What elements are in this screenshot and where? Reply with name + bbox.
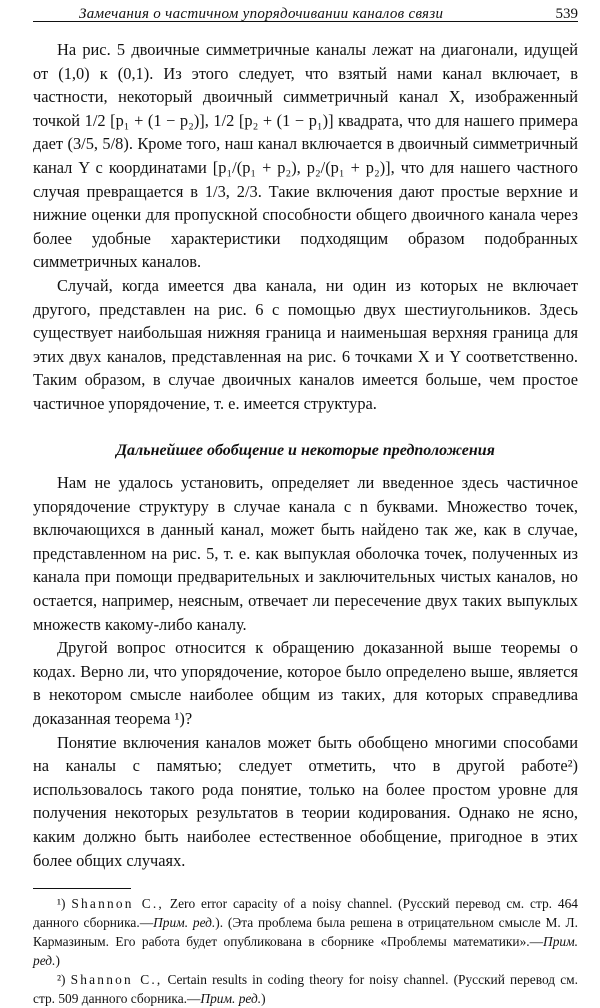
footnote-ref-title: Zero error capacity of a noisy channel. — [169, 896, 393, 912]
footnote-text: (Русский перевод см. стр. 509 данного сборника.— — [33, 972, 578, 1007]
footnote-text: ). (Эта проблема была решена в отрицательном смысле М. Л. Кармазиным. Его работа будет опубликована в сборнике «Проблемы математики».— — [33, 915, 578, 950]
footnote-1 — [33, 894, 578, 970]
footnote-author: Shannon C., — [70, 972, 163, 988]
running-title: Замечания о частичном упорядочивании каналов связи — [79, 6, 444, 22]
footnote-2 — [33, 970, 578, 1008]
running-header — [33, 0, 578, 22]
paragraph: Случай, когда имеется два канала, ни один из которых не включает другого, представлен на рис. 6 с помощью двух шестиугольников. Здесь существует наибольшая нижняя граница и наименьшая верхняя граница для этих двух каналов, представленная на рис. 6 точками X и Y соответственно. Таким образом, в случае двоичных каналов имеется больше, чем простое частичное упорядочение, т. е. имеется структура. — [33, 275, 578, 413]
footnote-text: ) — [55, 953, 60, 969]
paragraph: Нам не удалось установить, определяет ли введенное здесь частичное упорядочение структуру в случае канала с n буквами. Множество точек, включающихся в данный канал, может быть найдено так же, как в случае, представленном на рис. 5, т. е. как выпуклая оболочка точек, полученных из канала при помощи предварительных и заключительных чистых каналов, но остается, например, неясным, отвечает ли пересечение двух таких выпуклых множеств какому-либо каналу. — [33, 473, 578, 634]
paragraph: На рис. 5 двоичные симметричные каналы лежат на диагонали, идущей от (1,0) к (0,1). Из этого следует, что взятый нами канал включает, в частности, некоторый двоичный симметричный канал X, изображенный точкой 1/2 [p₁ + (1 − p₂)], 1/2 [p₂ + (1 − p₁)] квадрата, что для нашего примера дает (3/5, 5/8). Кроме того, наш канал включается в двоичный симметричный канал Y с координатами [p₁/(p₁ + p₂), p₂/(p₁ + p₂)], что для нашего частного случая превращается в 1/3, 2/3. Такие включения дают простые верхние и нижние оценки для пропускной способности общего двоичного канала через более удобные характеристики подходящим образом подобранных симметричных каналов. — [33, 40, 578, 272]
footnote-mark: ¹) — [57, 896, 66, 912]
footnote-divider — [33, 888, 131, 889]
footnote-author: Shannon C., — [71, 896, 164, 912]
footnote-ref-title: Certain results in coding theory for noisy channel. — [167, 972, 449, 988]
section-heading: Дальнейшее обобщение и некоторые предположения — [116, 441, 495, 459]
footnote-text: ) — [261, 991, 266, 1007]
main-text — [33, 38, 578, 872]
editor-note: Прим. ред. — [153, 915, 216, 931]
footnotes — [33, 888, 578, 1008]
paragraph: Понятие включения каналов может быть обобщено многими способами на каналы с памятью; следует отметить, что в другой работе²) использовалось такого рода понятие, только на более простом уровне для получения некоторых результатов в теории кодирования. Однако не ясно, каким должно быть наиболее естественное обобщение, пригодное в этих более общих случаях. — [33, 732, 578, 870]
editor-note: Прим. ред. — [200, 991, 262, 1007]
page-number: 539 — [555, 6, 578, 22]
footnote-mark: ²) — [57, 972, 66, 988]
editor-note: Прим. ред. — [33, 934, 578, 969]
footnote-text: (Русский перевод см. стр. 464 данного сборника.— — [33, 896, 579, 931]
paragraph: Другой вопрос относится к обращению доказанной выше теоремы о кодах. Верно ли, что упорядочение, которое было определено выше, является в некотором смысле наиболее общим из таких, для которых справедлива доказанная теорема ¹)? — [33, 638, 578, 729]
